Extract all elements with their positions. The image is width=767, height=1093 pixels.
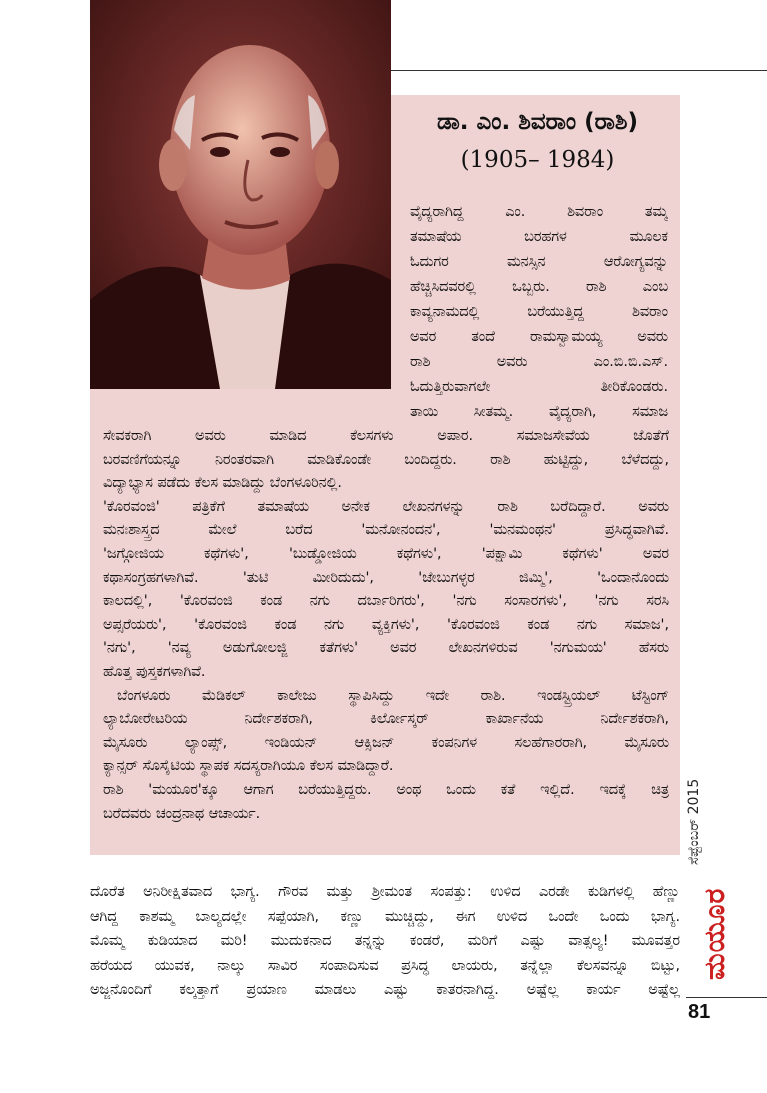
text-line: ಕಾವ್ಯನಾಮದಲ್ಲಿ ಬರೆಯುತ್ತಿದ್ದ ಶಿವರಾಂ (410, 304, 668, 320)
text-line: ಆಗಿದ್ದ ಕಾಶಮ್ಮ ಬಾಲ್ಯದಲ್ಲೇ ಸಪ್ಪೆಯಾಗಿ, ಕಣ್ಣು ಮುಚ್ಚಿದ್ದು, ಈಗ ಉಳಿದ ಒಂದೇ ಒಂದು ಭಾಗ್ಯ. (90, 908, 680, 925)
footer-rule (686, 997, 767, 998)
text-line: 'ಕೊರವಂಜಿ' ಪತ್ರಿಕೆಗೆ ತಮಾಷೆಯ ಅನೇಕ ಲೇಖನಗಳನ್ನು ರಾಶಿ ಬರೆದಿದ್ದಾರೆ. ಅವರು (103, 498, 669, 515)
bio-body (103, 425, 669, 826)
text-line: ಹರೆಯದ ಯುವಕ, ನಾಲ್ಕು ಸಾವಿರ ಸಂಪಾದಿಸುವ ಪ್ರಸಿದ್ಧ ಲಾಯರು, ತನ್ನೆಲ್ಲಾ ಕೆಲಸವನ್ನೂ ಬಿಟ್ಟು, (90, 957, 680, 974)
text-line: 'ಜಗ್ಗೋಜಿಯ ಕಥೆಗಳು', 'ಬುಡ್ಡೋಜಿಯ ಕಥೆಗಳು', 'ಪಕ್ಷಾಮಿ ಕಥೆಗಳು' ಅವರ (103, 545, 669, 562)
text-line: ತಮಾಷೆಯ ಬರಹಗಳ ಮೂಲಕ (410, 229, 668, 245)
text-line: ದೊರೆತ ಅನಿರೀಕ್ಷಿತವಾದ ಭಾಗ್ಯ. ಗೌರವ ಮತ್ತು ಶ್ರೀಮಂತ ಸಂಪತ್ತು: ಉಳಿದ ಎರಡೇ ಕುಡಿಗಳಲ್ಲಿ ಹೆಣ್ಣು (90, 884, 680, 900)
text-line: ಕಾಲದಲ್ಲಿ', 'ಕೊರವಂಜಿ ಕಂಡ ನಗು ದರ್ಬಾರಿಗರು', 'ನಗು ಸಂಸಾರಗಳು', 'ನಗು ಸರಸಿ (103, 593, 669, 610)
text-line: ಹೊತ್ತ ಪುಸ್ತಕಗಳಾಗಿವೆ. (103, 663, 206, 680)
article-title: ಡಾ. ಎಂ. ಶಿವರಾಂ (ರಾಶಿ) (437, 109, 638, 135)
text-line: ಅವರ ತಂದೆ ರಾಮಸ್ವಾಮಯ್ಯ ಅವರು (410, 329, 668, 345)
text-line: ಮೊಮ್ಮ ಕುಡಿಯಾದ ಮರಿ! ಮುದುಕನಾದ ತನ್ನನ್ನು ಕಂಡರೆ, ಮರಿಗೆ ಎಷ್ಟು ವಾತ್ಸಲ್ಯ! ಮೂವತ್ತರ (90, 933, 680, 949)
text-line: ಅಪ್ಸರೆಯರು', 'ಕೊರವಂಜಿ ಕಂಡ ನಗು ವ್ಯಕ್ತಿಗಳು', 'ಕೊರವಂಜಿ ಕಂಡ ನಗು ಸಮಾಜ', (103, 616, 669, 633)
text-line: ಓದುಗರ ಮನಸ್ಸಿನ ಆರೋಗ್ಯವನ್ನು (410, 254, 668, 270)
text-line: ಮೈಸೂರು ಲ್ಯಾಂಪ್ಸ್, ಇಂಡಿಯನ್ ಆಕ್ಸಿಜನ್ ಕಂಪನಿಗಳ ಸಲಹೆಗಾರರಾಗಿ, ಮೈಸೂರು (103, 734, 669, 751)
text-line: ವಿದ್ಯಾಭ್ಯಾಸ ಪಡೆದು ಕೆಲಸ ಮಾಡಿದ್ದು ಬೆಂಗಳೂರಿನಲ್ಲಿ. (103, 475, 342, 492)
intro-column (410, 200, 668, 425)
text-line: ರಾಶಿ ಅವರು ಎಂ.ಬಿ.ಬಿ.ಎಸ್. (410, 354, 668, 370)
text-line: ತಾಯಿ ಸೀತಮ್ಮ. ವೈದ್ಯರಾಗಿ, ಸಮಾಜ (410, 404, 668, 420)
story-text (90, 880, 680, 1003)
page-number: 81 (688, 1001, 711, 1023)
text-line: ರಾಶಿ 'ಮಯೂರ'ಕ್ಕೂ ಆಗಾಗ ಬರೆಯುತ್ತಿದ್ದರು. ಅಂಥ ಒಂದು ಕತೆ ಇಲ್ಲಿದೆ. ಇದಕ್ಕೆ ಚಿತ್ರ (103, 781, 669, 798)
text-line: ಅಜ್ಜನೊಂದಿಗೆ ಕಲ್ಕತ್ತಾಗೆ ಪ್ರಯಾಣ ಮಾಡಲು ಎಷ್ಟು ಕಾತರನಾಗಿದ್ದ. ಅಷ್ಟೆಲ್ಲ ಕಾರ್ಯ ಅಷ್ಟೆಲ್ಲ (90, 982, 680, 998)
text-line: ಮನಃಶಾಸ್ತ್ರದ ಮೇಲೆ ಬರೆದ 'ಮನೋನಂದನ', 'ಮನಮಂಥನ' ಪ್ರಸಿದ್ಧವಾಗಿವೆ. (103, 522, 669, 539)
portrait-photo (90, 0, 391, 389)
magazine-logo: ಮಯೂರ (698, 887, 731, 980)
text-line: ಕಥಾಸಂಗ್ರಹಗಳಾಗಿವೆ. 'ತುಟಿ ಮೀರಿದುದು', 'ಜೇಬುಗಳ್ಳರ ಜಿಮ್ಮಿ', 'ಒಂದಾನೊಂದು (103, 569, 669, 586)
text-line: ಬರೆದವರು ಚಂದ್ರನಾಥ ಆಚಾರ್ಯ. (103, 805, 261, 822)
text-line: ಬೆಂಗಳೂರು ಮೆಡಿಕಲ್ ಕಾಲೇಜು ಸ್ಥಾಪಿಸಿದ್ದು ಇದೇ ರಾಶಿ. ಇಂಡಸ್ಟ್ರಿಯಲ್ ಟೆಸ್ಟಿಂಗ್ (117, 687, 669, 704)
text-line: ಕ್ಯಾನ್ಸರ್ ಸೊಸೈಟಿಯ ಸ್ಥಾಪಕ ಸದಸ್ಯರಾಗಿಯೂ ಕೆಲಸ ಮಾಡಿದ್ದಾರೆ. (103, 758, 394, 775)
text-line: ಸೇವಕರಾಗಿ ಅವರು ಮಾಡಿದ ಕೆಲಸಗಳು ಅಪಾರ. ಸಮಾಜಸೇವೆಯ ಜೊತೆಗೆ (103, 428, 669, 444)
text-line: 'ನಗು', 'ನವ್ಯ ಅಡುಗೋಲಜ್ಜಿ ಕತೆಗಳು' ಅವರ ಲೇಖನಗಳಿರುವ 'ನಗುಮಯ' ಹೆಸರು (103, 640, 669, 657)
text-line: ಬರವಣಿಗೆಯನ್ನೂ ನಿರಂತರವಾಗಿ ಮಾಡಿಕೊಂಡೇ ಬಂದಿದ್ದರು. ರಾಶಿ ಹುಟ್ಟಿದ್ದು, ಬೆಳೆದದ್ದು, (103, 451, 669, 468)
text-line: ಹೆಚ್ಚಿಸಿದವರಲ್ಲಿ ಒಬ್ಬರು. ರಾಶಿ ಎಂಬ (410, 279, 668, 295)
text-line: ಓದುತ್ತಿರುವಾಗಲೇ ತೀರಿಕೊಂಡರು. (410, 379, 668, 395)
page-footer-vertical (686, 778, 731, 985)
article-years: (1905– 1984) (460, 147, 615, 173)
text-line: ಲ್ಯಾಬೋರೇಟರಿಯ ನಿರ್ದೇಶಕರಾಗಿ, ಕಿರ್ಲೋಸ್ಕರ್ ಕಾರ್ಖಾನೆಯ ನಿರ್ದೇಶಕರಾಗಿ, (103, 711, 669, 728)
header-rule (390, 70, 767, 71)
text-line: ವೈದ್ಯರಾಗಿದ್ದ ಎಂ. ಶಿವರಾಂ ತಮ್ಮ (410, 204, 668, 220)
issue-date: ಸೆಪ್ಟೆಂಬರ್ 2015 (686, 778, 702, 865)
